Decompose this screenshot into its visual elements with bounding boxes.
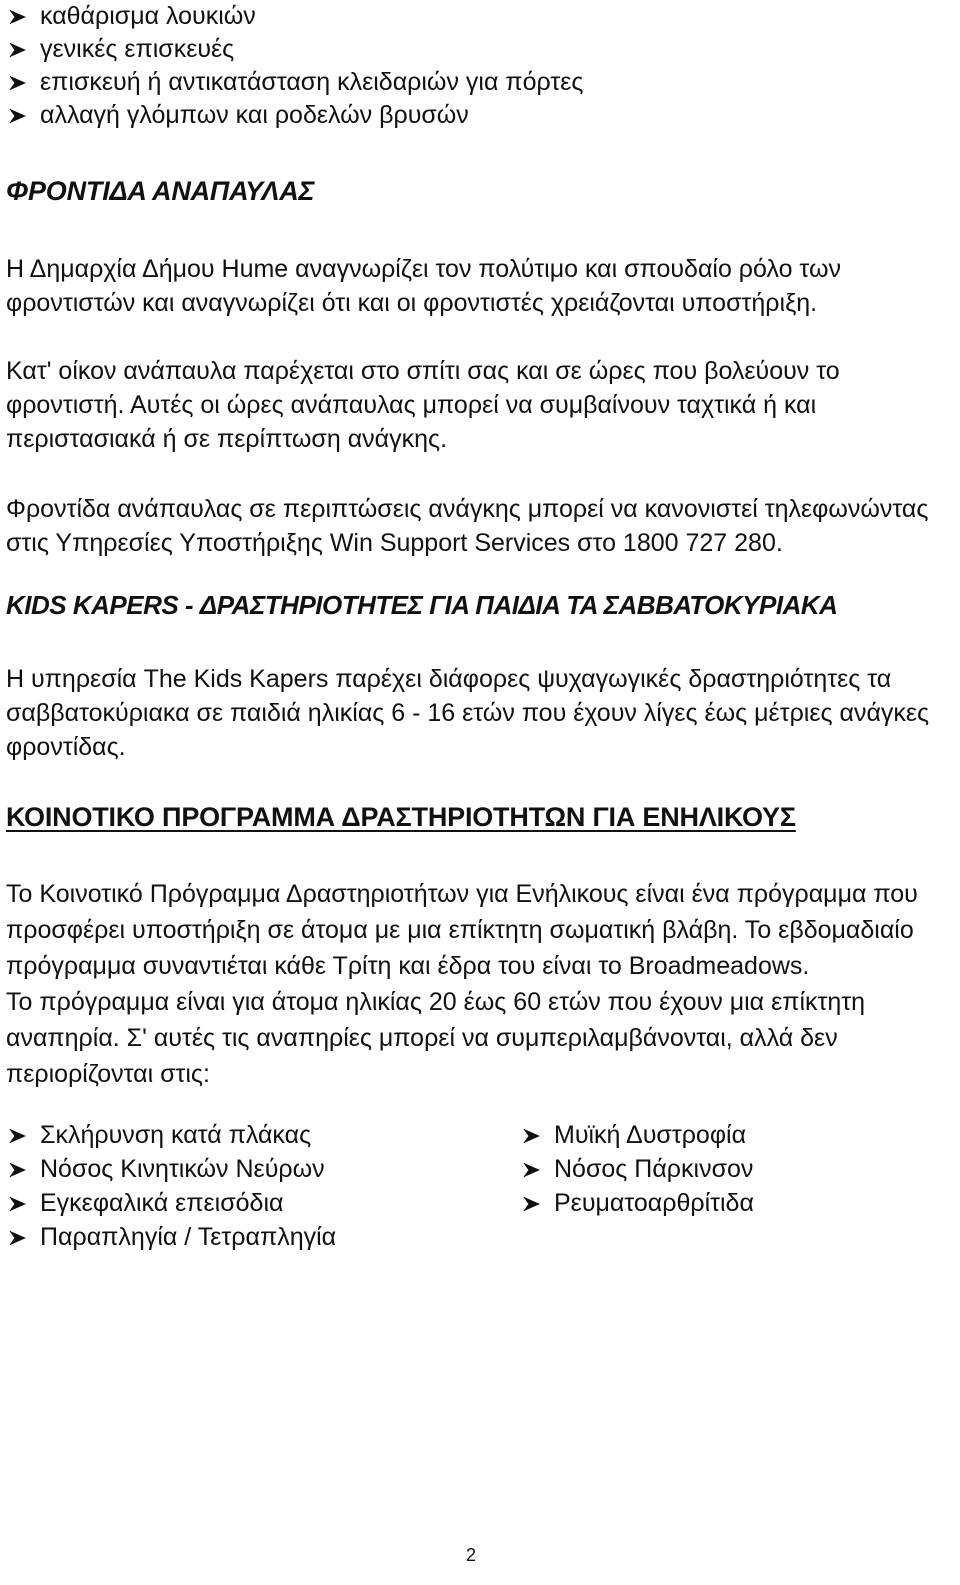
list-item: [520, 1118, 940, 1152]
list-item-text: Νόσος Πάρκινσον: [554, 1155, 754, 1183]
list-item: [6, 33, 956, 66]
arrowhead-bullet-icon: [9, 1230, 27, 1246]
list-item: [520, 1186, 940, 1220]
paragraph-line: φροντιστή. Αυτές οι ώρες ανάπαυλας μπορεί να συμβαίνουν ταχτικά ή και: [6, 391, 817, 419]
list-item-text: Σκλήρυνση κατά πλάκας: [40, 1121, 312, 1149]
paragraph-line: Το Κοινοτικό Πρόγραμμα Δραστηριοτήτων για Ενήλικους είναι ένα πρόγραμμα που: [6, 880, 918, 908]
paragraph-line: φροντιστών και αναγνωρίζει ότι και οι φροντιστές χρειάζονται υποστήριξη.: [6, 289, 818, 317]
list-item-text: Μυϊκή Δυστροφία: [554, 1121, 747, 1149]
paragraph-line: περιστασιακά ή σε περίπτωση ανάγκης.: [6, 425, 448, 453]
page-number: 2: [466, 1545, 477, 1565]
kids-kapers-paragraph: [6, 662, 956, 764]
list-item-text: γενικές επισκευές: [40, 35, 235, 63]
paragraph-line: προσφέρει υποστήριξη σε άτομα με μια επίκτητη σωματική βλάβη. Το εβδομαδιαίο: [6, 916, 914, 944]
respite-paragraph-1: [6, 252, 956, 320]
arrowhead-bullet-icon: [523, 1162, 541, 1178]
arrowhead-bullet-icon: [9, 9, 27, 25]
respite-paragraph-2: [6, 354, 956, 456]
arrowhead-bullet-icon: [9, 1162, 27, 1178]
respite-paragraph-3: [6, 492, 956, 560]
list-item: [6, 1118, 506, 1152]
community-program-paragraph: [6, 876, 956, 1092]
list-item-text: επισκευή ή αντικατάσταση κλειδαριών για πόρτες: [40, 68, 584, 96]
conditions-right-column: [520, 1118, 940, 1220]
list-item-text: Παραπληγία / Τετραπληγία: [40, 1223, 337, 1251]
list-item-text: Νόσος Κινητικών Νεύρων: [40, 1155, 325, 1183]
paragraph-line: περιορίζονται στις:: [6, 1060, 210, 1088]
arrowhead-bullet-icon: [9, 42, 27, 58]
list-item: [6, 66, 956, 99]
list-item: [6, 1220, 506, 1254]
services-list: [6, 0, 956, 132]
paragraph-line: Η υπηρεσία The Kids Kapers παρέχει διάφορες ψυχαγωγικές δραστηριότητες τα: [6, 665, 892, 693]
paragraph-line: Η Δημαρχία Δήμου Hume αναγνωρίζει τον πολύτιμο και σπουδαίο ρόλο των: [6, 255, 841, 283]
list-item: [6, 99, 956, 132]
kids-kapers-heading: KIDS KAPERS - ΔΡΑΣΤΗΡΙΟΤΗΤΕΣ ΓΙΑ ΠΑΙΔΙΑ ΤΑ ΣΑΒΒΑΤΟΚΥΡΙΑΚΑ: [6, 590, 838, 620]
list-item-text: καθάρισμα λουκιών: [40, 2, 256, 30]
paragraph-line: αναπηρία. Σ' αυτές τις αναπηρίες μπορεί να συμπεριλαμβάνονται, αλλά δεν: [6, 1024, 838, 1052]
paragraph-line: πρόγραμμα συναντιέται κάθε Τρίτη και έδρα του είναι το Broadmeadows.: [6, 952, 810, 980]
arrowhead-bullet-icon: [523, 1196, 541, 1212]
arrowhead-bullet-icon: [9, 1196, 27, 1212]
paragraph-line: φροντίδας.: [6, 733, 126, 761]
list-item: [520, 1152, 940, 1186]
paragraph-line: Φροντίδα ανάπαυλας σε περιπτώσεις ανάγκης μπορεί να κανονιστεί τηλεφωνώντας: [6, 495, 929, 523]
arrowhead-bullet-icon: [9, 108, 27, 124]
list-item: [6, 0, 956, 33]
paragraph-line: Το πρόγραμμα είναι για άτομα ηλικίας 20 έως 60 ετών που έχουν μια επίκτητη: [6, 988, 866, 1016]
list-item-text: αλλαγή γλόμπων και ροδελών βρυσών: [40, 101, 469, 129]
community-program-heading: ΚΟΙΝΟΤΙΚΟ ΠΡΟΓΡΑΜΜΑ ΔΡΑΣΤΗΡΙΟΤΗΤΩΝ ΓΙΑ ΕΝΗΛΙΚΟΥΣ: [6, 802, 796, 832]
arrowhead-bullet-icon: [9, 75, 27, 91]
paragraph-line: στις Υπηρεσίες Υποστήριξης Win Support Services στο 1800 727 280.: [6, 529, 783, 557]
list-item: [6, 1152, 506, 1186]
list-item: [6, 1186, 506, 1220]
paragraph-line: σαββατοκύριακα σε παιδιά ηλικίας 6 - 16 ετών που έχουν λίγες έως μέτριες ανάγκες: [6, 699, 930, 727]
list-item-text: Εγκεφαλικά επεισόδια: [40, 1189, 284, 1217]
respite-heading: ΦΡΟΝΤΙΔΑ ΑΝΑΠΑΥΛΑΣ: [6, 176, 315, 206]
arrowhead-bullet-icon: [9, 1128, 27, 1144]
conditions-left-column: [6, 1118, 506, 1254]
arrowhead-bullet-icon: [523, 1128, 541, 1144]
paragraph-line: Κατ' οίκον ανάπαυλα παρέχεται στο σπίτι σας και σε ώρες που βολεύουν το: [6, 357, 840, 385]
list-item-text: Ρευματοαρθρίτιδα: [554, 1189, 754, 1217]
